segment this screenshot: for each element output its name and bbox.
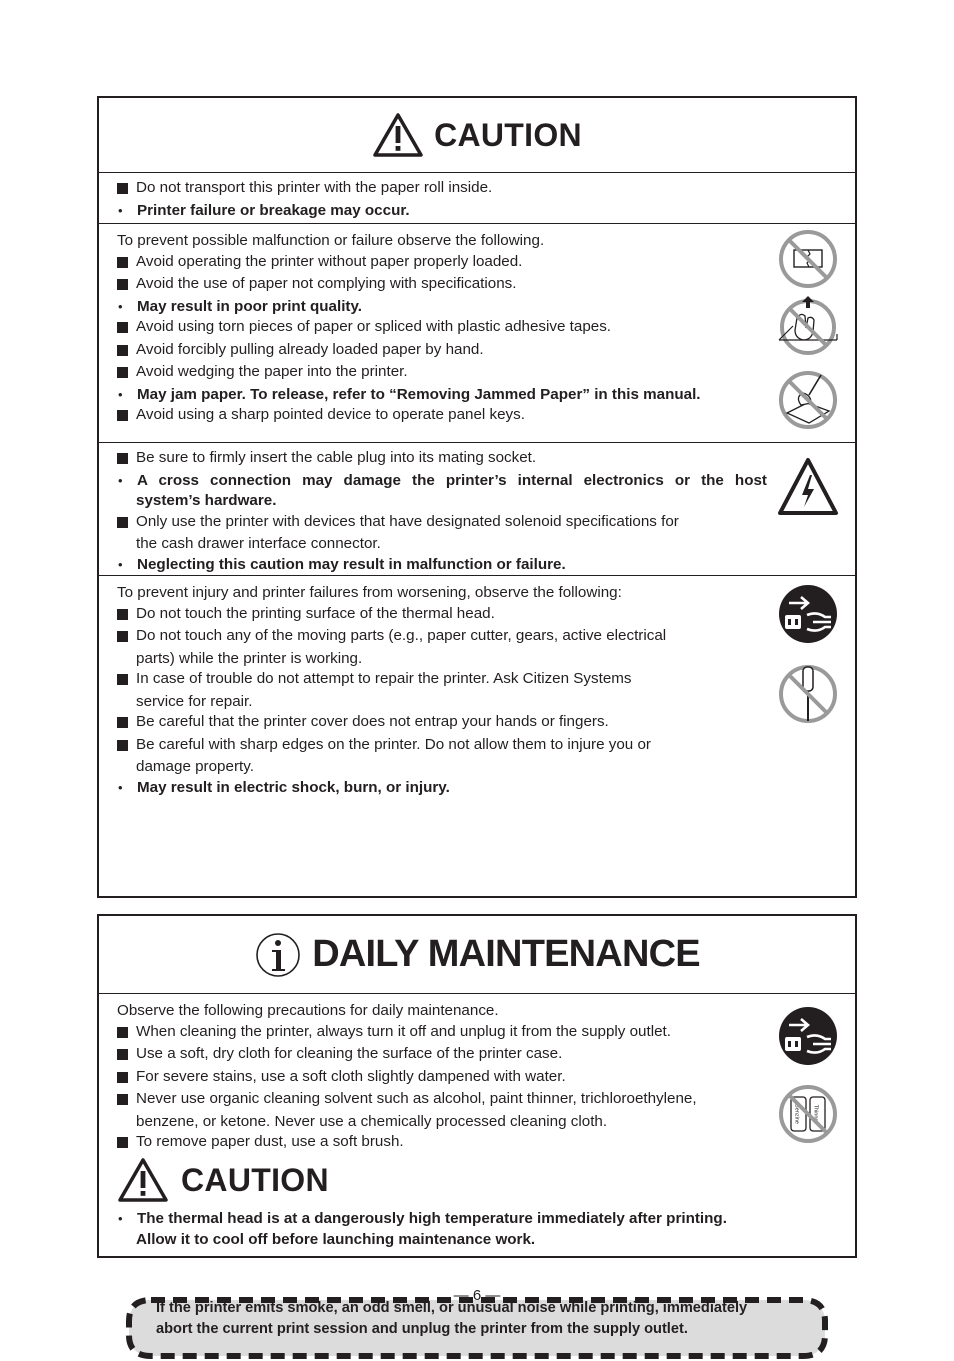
text-line (117, 583, 767, 604)
page-number: — 6 — (453, 1287, 501, 1304)
text-line (117, 201, 767, 222)
text-line (117, 448, 767, 471)
line-text: For severe stains, use a soft cloth slightly dampened with water. (136, 1067, 566, 1085)
maintenance-caution-title: CAUTION (181, 1161, 329, 1198)
daily-header (99, 916, 855, 994)
daily-body (99, 993, 855, 1256)
text-line (117, 1044, 767, 1067)
square-bullet-icon (117, 274, 136, 297)
text-line (117, 491, 767, 512)
section-text (117, 178, 767, 221)
section-text (117, 1001, 767, 1155)
text-line (117, 735, 767, 758)
indent (117, 757, 136, 778)
indent (117, 491, 136, 512)
daily-maintenance-box (97, 914, 857, 1258)
info-icon (254, 930, 302, 980)
indent (117, 692, 136, 713)
caution-section-cable (99, 442, 855, 576)
line-text: To remove paper dust, use a soft brush. (136, 1133, 404, 1150)
square-bullet-icon (117, 252, 136, 275)
square-bullet-icon (117, 1089, 136, 1112)
bullet-dot-icon: • (118, 298, 123, 314)
line-text: Neglecting this caution may result in malfunction or failure. (137, 555, 566, 573)
line-text: Avoid using torn pieces of paper or spliced with plastic adhesive tapes. (136, 318, 612, 335)
maintenance-caution-text (117, 1209, 767, 1250)
line-text: Avoid using a sharp pointed device to operate panel keys. (136, 406, 525, 423)
maintenance-caution-header (117, 1157, 329, 1203)
smoke-notice (121, 1295, 833, 1361)
text-line (117, 1001, 767, 1022)
line-text: Avoid wedging the paper into the printer. (136, 363, 408, 380)
line-text: Only use the printer with devices that have designated solenoid specifications for (136, 512, 679, 530)
caution-header (99, 98, 855, 173)
text-line (117, 297, 767, 318)
text-line (117, 362, 767, 385)
section-text (117, 583, 767, 798)
unplug-icon (777, 583, 839, 645)
text-line (117, 534, 767, 555)
indent (117, 534, 136, 555)
section-text (117, 448, 767, 575)
text-line (117, 471, 767, 492)
bullet-dot-icon: • (118, 779, 123, 795)
indent (117, 649, 136, 670)
text-line (117, 778, 767, 799)
line-text: Do not touch the printing surface of the thermal head. (136, 604, 495, 622)
bullet-dot-icon: • (118, 1211, 123, 1226)
square-bullet-icon (117, 317, 136, 340)
section-text (117, 231, 767, 428)
line-text: The thermal head is at a dangerously high temperature immediately after printing. (137, 1210, 727, 1227)
line-text: To prevent possible malfunction or failure observe the following. (117, 232, 545, 249)
text-line (117, 692, 767, 713)
text-line (117, 1067, 767, 1090)
line-text: benzene, or ketone. Never use a chemically processed cleaning cloth. (136, 1112, 608, 1130)
line-text: Do not touch any of the moving parts (e.g., paper cutter, gears, active electrical (136, 627, 667, 644)
square-bullet-icon (117, 1022, 136, 1045)
line-text: damage property. (136, 758, 254, 775)
square-bullet-icon (117, 1044, 136, 1067)
caution-section-transport (99, 172, 855, 224)
benzine-label: Benzine (793, 1104, 800, 1124)
text-line (117, 649, 767, 670)
electric-shock-warning-icon (777, 457, 839, 519)
square-bullet-icon (117, 512, 136, 535)
text-line (117, 1089, 767, 1112)
line-text: Allow it to cool off before launching maintenance work. (136, 1230, 536, 1248)
line-text: system’s hardware. (136, 492, 277, 509)
line-text: Never use organic cleaning solvent such as alcohol, paint thinner, trichloroethylene, (136, 1090, 697, 1107)
line-text: Use a soft, dry cloth for cleaning the surface of the printer case. (136, 1045, 563, 1062)
notice-text (156, 1298, 846, 1339)
square-bullet-icon (117, 712, 136, 735)
text-line (117, 1209, 767, 1230)
line-text: May jam paper. To release, refer to “Removing Jammed Paper” in this manual. (137, 385, 701, 403)
square-bullet-icon (117, 1132, 136, 1155)
line-text: A cross connection may damage the printer’s internal electronics or the host (137, 471, 767, 489)
line-text: In case of trouble do not attempt to repair the printer. Ask Citizen Systems (136, 670, 632, 687)
line-text: Be sure to firmly insert the cable plug into its mating socket. (136, 449, 537, 466)
text-line (117, 1112, 767, 1133)
indent (117, 1112, 136, 1133)
line-text: parts) while the printer is working. (136, 649, 363, 667)
indent (117, 1230, 136, 1251)
thinner-label: Thinner (812, 1104, 819, 1124)
no-torn-paper-icon (777, 228, 839, 290)
text-line (117, 317, 767, 340)
square-bullet-icon (117, 405, 136, 428)
unplug-icon (777, 1005, 839, 1067)
text-line (117, 340, 767, 363)
text-line (117, 385, 767, 406)
square-bullet-icon (117, 340, 136, 363)
notice-line: abort the current print session and unplug the printer from the supply outlet. (156, 1320, 688, 1337)
text-line (117, 669, 767, 692)
line-text: Be careful that the printer cover does not entrap your hands or fingers. (136, 713, 609, 730)
line-text: Be careful with sharp edges on the printer. Do not allow them to injure you or (136, 735, 651, 753)
no-solvent-icon (777, 1083, 839, 1145)
line-text: Observe the following precautions for daily maintenance. (117, 1002, 499, 1019)
text-line (117, 252, 767, 275)
caution-section-paper (99, 223, 855, 443)
line-text: To prevent injury and printer failures from worsening, observe the following: (117, 584, 622, 601)
line-text: May result in electric shock, burn, or injury. (137, 778, 450, 796)
text-line (117, 604, 767, 627)
square-bullet-icon (117, 604, 136, 627)
text-line (117, 405, 767, 428)
text-line (117, 1230, 767, 1251)
text-line (117, 626, 767, 649)
no-disassembly-icon (777, 663, 839, 725)
text-line (117, 1022, 767, 1045)
line-text: When cleaning the printer, always turn it off and unplug it from the supply outlet. (136, 1022, 671, 1040)
line-text: Avoid operating the printer without paper properly loaded. (136, 252, 523, 270)
notice-line: If the printer emits smoke, an odd smell, or unusual noise while printing, immediately (156, 1300, 748, 1316)
line-text: Avoid forcibly pulling already loaded paper by hand. (136, 340, 484, 358)
square-bullet-icon (117, 448, 136, 471)
line-text: Avoid the use of paper not complying with specifications. (136, 275, 517, 292)
warning-triangle-icon (117, 1157, 169, 1203)
text-line (117, 757, 767, 778)
text-line (117, 555, 767, 576)
bullet-dot-icon: • (118, 556, 123, 572)
square-bullet-icon (117, 626, 136, 649)
bullet-dot-icon: • (118, 386, 123, 402)
line-text: service for repair. (136, 692, 253, 710)
line-text: Do not transport this printer with the paper roll inside. (136, 179, 493, 196)
square-bullet-icon (117, 669, 136, 692)
line-text: Printer failure or breakage may occur. (137, 201, 410, 219)
line-text: May result in poor print quality. (137, 297, 363, 315)
square-bullet-icon (117, 362, 136, 385)
text-line (117, 178, 767, 201)
square-bullet-icon (117, 178, 136, 201)
text-line (117, 231, 767, 252)
text-line (117, 1132, 767, 1155)
text-line (117, 712, 767, 735)
no-pulling-paper-icon (777, 296, 839, 358)
square-bullet-icon (117, 1067, 136, 1090)
text-line (117, 512, 767, 535)
caution-title: CAUTION (434, 116, 582, 153)
line-text: the cash drawer interface connector. (136, 535, 381, 552)
no-sharp-device-icon (777, 369, 839, 431)
bullet-dot-icon: • (118, 472, 123, 488)
square-bullet-icon (117, 735, 136, 758)
warning-triangle-icon (372, 112, 424, 158)
text-line (117, 274, 767, 297)
daily-maintenance-title: DAILY MAINTENANCE (312, 933, 700, 975)
bullet-dot-icon: • (118, 202, 123, 218)
